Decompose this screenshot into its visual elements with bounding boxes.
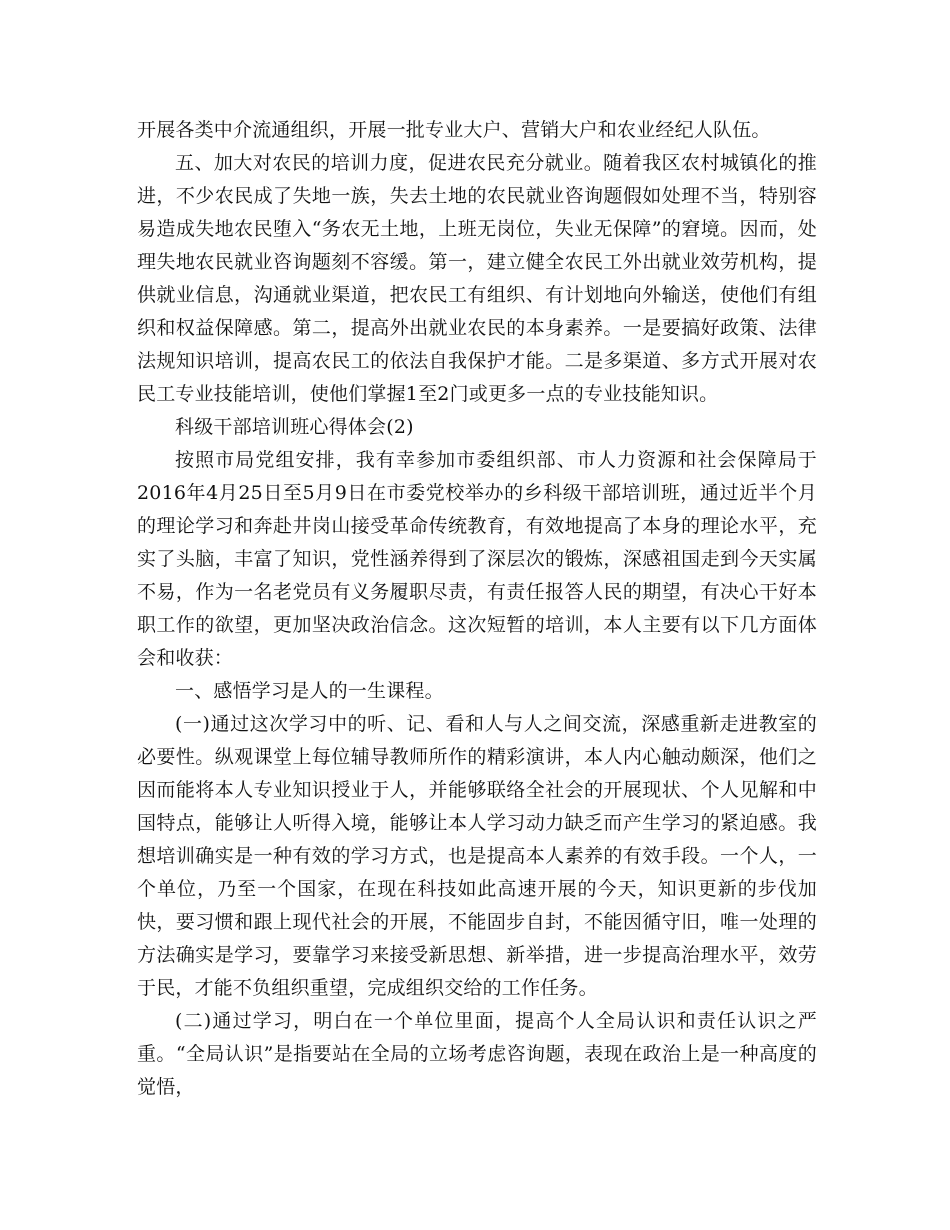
document-body <box>137 114 817 1104</box>
paragraph-intermediary-organizations: 开展各类中介流通组织，开展一批专业大户、营销大户和农业经纪人队伍。 <box>137 119 771 141</box>
subheading-lifelong-learning: 一、感悟学习是人的一生课程。 <box>175 680 444 702</box>
paragraph-farmer-training: 五、加大对农民的培训力度，促进农民充分就业。随着我区农村城镇化的推进，不少农民成了失地一族，失去土地的农民就业咨询题假如处理不当，特别容易造成失地农民堕入“务农无土地，上班无岗位，失业无保障”的窘境。因而，处理失地农民就业咨询题刻不容缓。第一，建立健全农民工外出就业效劳机构，提供就业信息，沟通就业渠道，把农民工有组织、有计划地向外输送，使他们有组织和权益保障感。第二，提高外出就业农民的本身素养。一是要搞好政策、法律法规知识培训，提高农民工的依法自我保护才能。二是多渠道、多方式开展对农民工专业技能培训，使他们掌握1至2门或更多一点的专业技能知识。 <box>137 152 817 405</box>
section-title: 科级干部培训班心得体会(2) <box>175 416 414 438</box>
paragraph-learning-point-one: (一)通过这次学习中的听、记、看和人与人之间交流，深感重新走进教室的必要性。纵观课堂上每位辅导教师所作的精彩演讲，本人内心触动颇深，他们之因而能将本人专业知识授业于人，并能够联络全社会的开展现状、个人见解和中国特点，能够让人听得入境，能够让本人学习动力缺乏而产生学习的紧迫感。我想培训确实是一种有效的学习方式，也是提高本人素养的有效手段。一个人，一个单位，乃至一个国家，在现在科技如此高速开展的今天，知识更新的步伐加快，要习惯和跟上现代社会的开展，不能固步自封，不能因循守旧，唯一处理的方法确实是学习，要靠学习来接受新思想、新举措，进一步提高治理水平，效劳于民，才能不负组织重望，完成组织交给的工作任务。 <box>137 713 817 999</box>
paragraph-training-overview: 按照市局党组安排，我有幸参加市委组织部、市人力资源和社会保障局于2016年4月25日至5月9日在市委党校举办的乡科级干部培训班，通过近半个月的理论学习和奔赴井岗山接受革命传统教育，有效地提高了本身的理论水平，充实了头脑，丰富了知识，党性涵养得到了深层次的锻炼，深感祖国走到今天实属不易，作为一名老党员有义务履职尽责，有责任报答人民的期望，有决心干好本职工作的欲望，更加坚决政治信念。这次短暂的培训，本人主要有以下几方面体会和收获： <box>137 449 817 669</box>
paragraph-learning-point-two: (二)通过学习，明白在一个单位里面，提高个人全局认识和责任认识之严重。“全局认识”是指要站在全局的立场考虑咨询题，表现在政治上是一种高度的觉悟， <box>137 1010 817 1098</box>
